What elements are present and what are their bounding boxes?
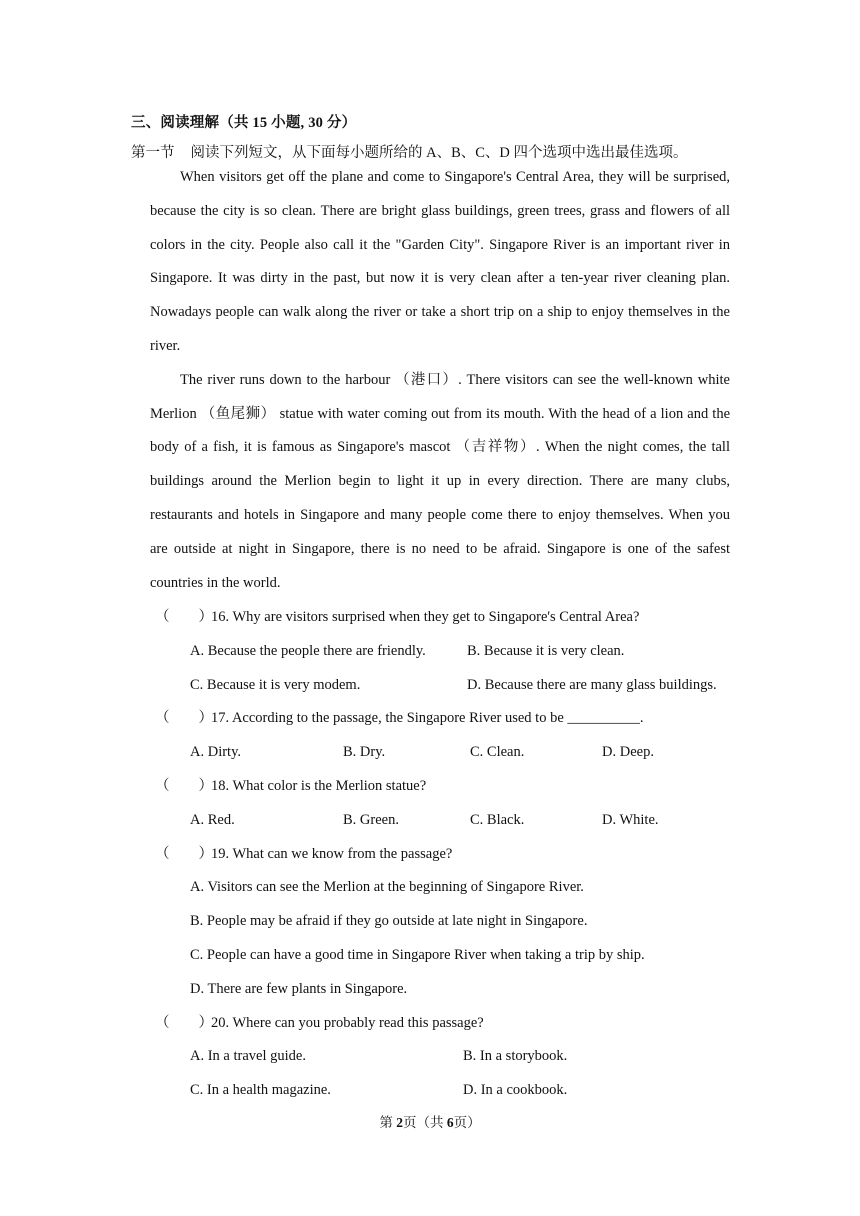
section-title: 三、阅读理解（共 15 小题, 30 分） <box>131 115 357 131</box>
option-a: A. Visitors can see the Merlion at the beginning of Singapore River. <box>190 879 584 896</box>
options-row <box>155 635 755 669</box>
footer-mid: 页（共 <box>403 1115 447 1130</box>
footer-suffix: 页） <box>453 1115 481 1130</box>
passage-paragraph-1: When visitors get off the plane and come to Singapore's Central Area, they will be surprised, because the city is so clean. There are bright glass buildings, green trees, grass and flowers of all colors in the city. People also call it the "Garden City". Singapore River is an important river in Singapore. It was dirty in the past, but now it is very clean after a ten-year river cleaning plan. Nowadays people can walk along the river or take a short trip on a ship to enjoy themselves in the river. <box>150 169 730 354</box>
options-row <box>155 871 755 905</box>
question-16 <box>155 601 755 635</box>
option-b: B. In a storybook. <box>463 1048 568 1065</box>
option-d: D. There are few plants in Singapore. <box>190 980 408 997</box>
reading-passage <box>150 161 730 600</box>
option-d: D. In a cookbook. <box>463 1082 568 1099</box>
question-20 <box>155 1007 755 1041</box>
instruction-text: 阅读下列短文，从下面每小题所给的 A、B、C、D 四个选项中选出最佳选项。 <box>190 145 688 161</box>
question-17 <box>155 702 755 736</box>
passage-paragraph-2: The river runs down to the harbour （港口）. There visitors can see the well-known white Merlion （鱼尾狮） statue with water coming out from its mouth. With the head of a lion and the body of a fish, it is famous as Singapore's mascot （吉祥物）. When the night comes, the tall buildings around the Merlion begin to light it up in every direction. There are many clubs, restaurants and hotels in Singapore and many people come there to enjoy themselves. When you are outside at night in Singapore, there is no need to be afraid. Singapore is one of the safest countries in the world. <box>150 371 730 591</box>
options-row <box>155 736 755 770</box>
answer-blank[interactable]: （ ） <box>155 845 213 862</box>
question-19 <box>155 838 755 872</box>
option-b: B. Green. <box>343 811 399 828</box>
footer-prefix: 第 <box>379 1115 397 1130</box>
options-row <box>155 669 755 703</box>
question-stem: 20. Where can you probably read this passage? <box>211 1014 484 1031</box>
option-b: B. Dry. <box>343 744 386 761</box>
page-total: 6 <box>446 1115 454 1130</box>
option-d: D. White. <box>602 811 659 828</box>
question-stem: 17. According to the passage, the Singapore River used to be __________. <box>211 710 644 727</box>
options-row <box>155 973 755 1007</box>
answer-blank[interactable]: （ ） <box>155 609 213 625</box>
option-c: C. In a health magazine. <box>190 1082 331 1099</box>
answer-blank[interactable]: （ ） <box>155 710 213 727</box>
question-list <box>155 601 755 1108</box>
option-c: C. Clean. <box>470 744 525 761</box>
option-d: D. Deep. <box>602 744 654 761</box>
option-c: C. Black. <box>470 811 525 828</box>
section-instruction <box>131 141 688 162</box>
options-row <box>155 1040 755 1074</box>
options-row <box>155 939 755 973</box>
option-c: C. Because it is very modem. <box>190 676 361 693</box>
question-stem: 18. What color is the Merlion statue? <box>211 777 427 794</box>
subsection-label: 第一节 <box>131 145 175 161</box>
page-number: 2 <box>396 1115 403 1130</box>
question-stem: 19. What can we know from the passage? <box>211 845 453 862</box>
option-b: B. People may be afraid if they go outside at late night in Singapore. <box>190 913 588 930</box>
option-b: B. Because it is very clean. <box>467 642 625 659</box>
options-row <box>155 804 755 838</box>
option-a: A. Because the people there are friendly. <box>190 642 426 659</box>
options-row <box>155 1074 755 1108</box>
option-d: D. Because there are many glass buildings. <box>467 676 717 693</box>
question-stem: 16. Why are visitors surprised when they get to Singapore's Central Area? <box>211 609 640 625</box>
options-row <box>155 905 755 939</box>
option-a: A. In a travel guide. <box>190 1048 306 1065</box>
answer-blank[interactable]: （ ） <box>155 1014 213 1031</box>
option-c: C. People can have a good time in Singapore River when taking a trip by ship. <box>190 946 645 963</box>
page-footer <box>0 1111 860 1131</box>
option-a: A. Red. <box>190 811 235 828</box>
option-a: A. Dirty. <box>190 744 242 761</box>
question-18 <box>155 770 755 804</box>
answer-blank[interactable]: （ ） <box>155 777 213 794</box>
